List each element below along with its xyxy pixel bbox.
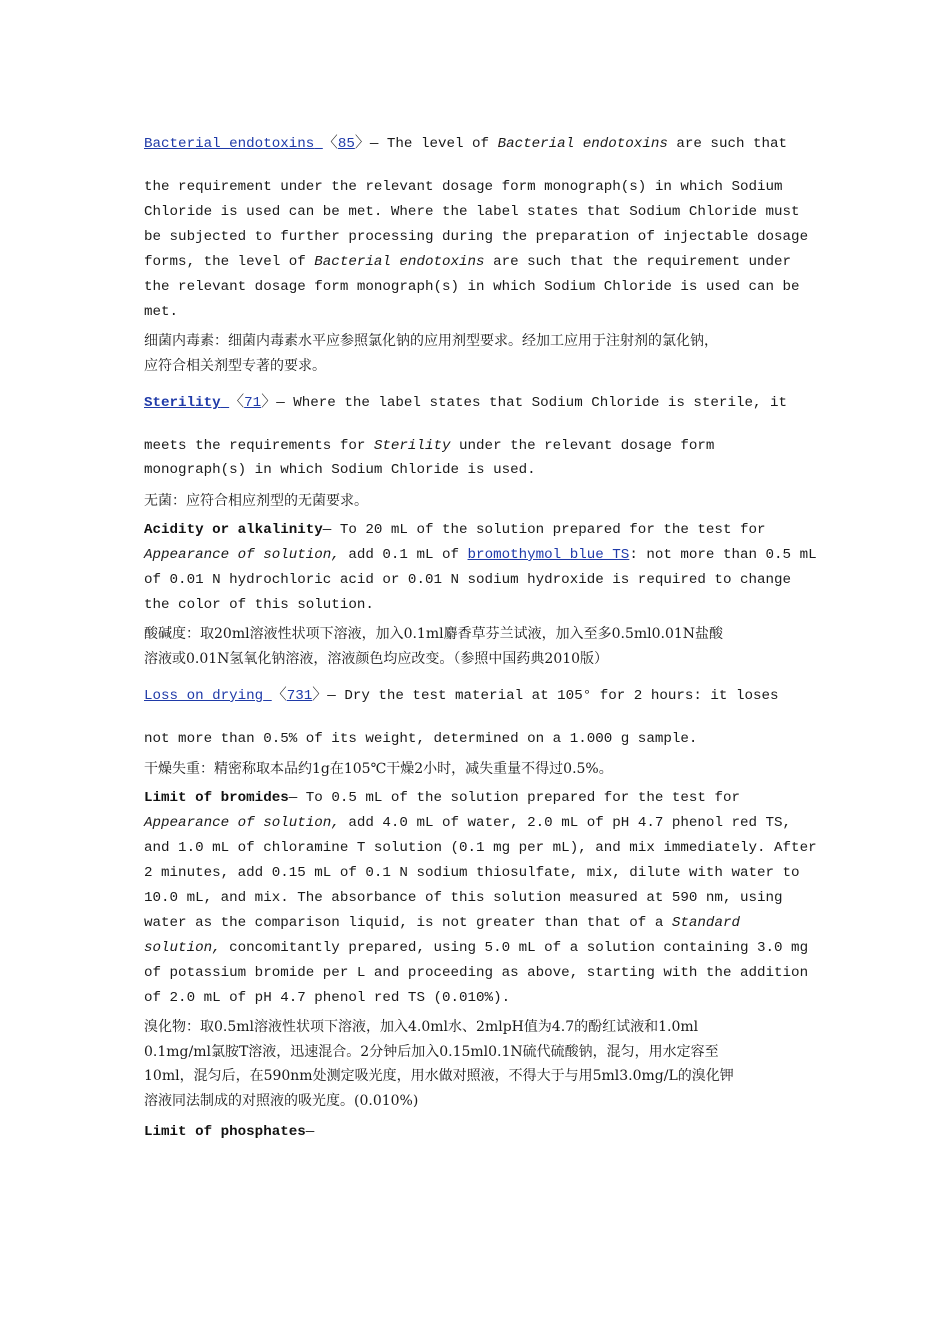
em-dash: — bbox=[322, 522, 332, 538]
phosphates-title: Limit of phosphates bbox=[144, 1124, 306, 1140]
bromides-heading-line bbox=[144, 786, 844, 811]
endotoxins-body bbox=[144, 175, 844, 325]
endotoxins-line-4 bbox=[144, 250, 844, 275]
close-bracket: 〉 bbox=[261, 392, 277, 410]
section-acidity bbox=[144, 518, 844, 618]
acidity-title: Acidity or alkalinity bbox=[144, 522, 323, 538]
endotoxins-zh-1: 细菌内毒素：细菌内毒素水平应参照氯化钠的应用剂型要求。经加工应用于注射剂的氯化钠， bbox=[144, 333, 718, 349]
sterility-title-link-space[interactable] bbox=[221, 395, 230, 411]
bromides-line-7: of potassium bromide per L and proceeding as above, starting with the addition bbox=[144, 965, 809, 981]
section-endotoxins bbox=[144, 130, 844, 155]
acidity-line-3: the color of this solution. bbox=[144, 597, 374, 613]
endotoxins-lead-em: Bacterial endotoxins bbox=[497, 136, 668, 152]
em-dash: — bbox=[327, 688, 336, 704]
em-dash: — bbox=[276, 395, 285, 411]
endotoxins-zh-2: 应符合相关剂型专著的要求。 bbox=[144, 357, 326, 374]
sterility-body bbox=[144, 434, 844, 482]
acidity-line-1 bbox=[144, 543, 844, 568]
bromides-line-1 bbox=[144, 811, 844, 836]
endotoxins-line-2: Chloride is used can be met. Where the label states that Sodium Chloride must bbox=[144, 204, 800, 220]
bromides-zh-3: 10ml，混匀后，在590nm处测定吸光度，用水做对照液，不得大于与用5ml3.0mg/L的溴化钾 bbox=[144, 1068, 734, 1084]
drying-body bbox=[144, 727, 844, 752]
bromothymol-blue-link[interactable]: bromothymol blue TS bbox=[467, 547, 630, 563]
sterility-line-1b: under the relevant dosage form bbox=[450, 438, 715, 454]
acidity-heading-line bbox=[144, 518, 844, 543]
bromides-chinese bbox=[144, 1015, 844, 1113]
acidity-zh-2: 溶液或0.01N氢氧化钠溶液，溶液颜色均应改变。（参照中国药典2010版） bbox=[144, 650, 609, 667]
endotoxins-line-5: the relevant dosage form monograph(s) in which Sodium Chloride is used can be bbox=[144, 279, 800, 295]
section-bromides bbox=[144, 786, 844, 1011]
open-bracket: 〈 bbox=[322, 133, 338, 151]
endotoxins-title-link[interactable]: Bacterial endotoxins bbox=[144, 136, 315, 152]
bromides-line-5 bbox=[144, 911, 844, 936]
acidity-line-2: of 0.01 N hydrochloric acid or 0.01 N sodium hydroxide is required to change bbox=[144, 572, 792, 588]
endotoxins-line-4a: forms, the level of bbox=[144, 254, 315, 270]
endotoxins-line-4-em: Bacterial endotoxins bbox=[314, 254, 485, 270]
open-bracket: 〈 bbox=[229, 392, 245, 410]
acidity-zh-1: 酸碱度：取20ml溶液性状项下溶液，加入0.1ml麝香草芬兰试液，加入至多0.5ml0.01N盐酸 bbox=[144, 626, 724, 642]
endotoxins-line-4b: are such that the requirement under bbox=[484, 254, 792, 270]
drying-lead: Dry the test material at 105° for 2 hours: it loses bbox=[335, 688, 779, 704]
sterility-lead: Where the label states that Sodium Chloride is sterile, it bbox=[284, 395, 788, 411]
sterility-line-1 bbox=[144, 434, 844, 458]
bromides-line-6-em: solution, bbox=[144, 940, 221, 956]
acidity-line-1b: : not more than 0.5 mL bbox=[629, 547, 817, 563]
drying-title-link-space[interactable] bbox=[263, 688, 272, 704]
acidity-line-1a: add 0.1 mL of bbox=[339, 547, 468, 563]
em-dash: — bbox=[369, 136, 379, 152]
section-sterility bbox=[144, 389, 844, 414]
bromides-line-6 bbox=[144, 936, 844, 961]
bromides-zh-1: 溴化物：取0.5ml溶液性状项下溶液，加入4.0ml水、2mlpH值为4.7的酚红试液和1.0ml bbox=[144, 1019, 699, 1035]
drying-heading-line bbox=[144, 682, 844, 707]
sterility-title-link[interactable]: Sterility bbox=[144, 395, 221, 411]
endotoxins-line-6: met. bbox=[144, 304, 179, 320]
sterility-line-1-em: Sterility bbox=[373, 438, 451, 454]
bromides-line-2: and 1.0 mL of chloramine T solution (0.1 mg per mL), and mix immediately. After bbox=[144, 840, 817, 856]
bromides-line-3: 2 minutes, add 0.15 mL of 0.1 N sodium thiosulfate, mix, dilute with water to bbox=[144, 865, 800, 881]
bromides-zh-4: 溶液同法制成的对照液的吸光度。(0.010%) bbox=[144, 1092, 419, 1109]
endotoxins-lead: The level of bbox=[378, 136, 498, 152]
em-dash: — bbox=[305, 1124, 315, 1140]
open-bracket: 〈 bbox=[271, 685, 287, 703]
bromides-line-5a: water as the comparison liquid, is not greater than that of a bbox=[144, 915, 672, 931]
sterility-line-1a: meets the requirements for bbox=[144, 438, 374, 454]
bromides-title: Limit of bromides bbox=[144, 790, 289, 806]
bromides-line-1a: add 4.0 mL of water, 2.0 mL of pH 4.7 phenol red TS, bbox=[339, 815, 792, 831]
endotoxins-ref-link[interactable]: 85 bbox=[337, 136, 355, 152]
acidity-lead: To 20 mL of the solution prepared for the test for bbox=[331, 522, 766, 538]
sterility-ref-link[interactable]: 71 bbox=[244, 395, 262, 411]
drying-chinese bbox=[144, 757, 844, 782]
drying-zh-1: 干燥失重：精密称取本品约1g在105℃干燥2小时，减失重量不得过0.5%。 bbox=[144, 761, 613, 777]
sterility-zh-1: 无菌：应符合相应剂型的无菌要求。 bbox=[144, 493, 368, 509]
endotoxins-chinese bbox=[144, 329, 844, 378]
acidity-chinese bbox=[144, 622, 844, 671]
bromides-line-4: 10.0 mL, and mix. The absorbance of this solution measured at 590 nm, using bbox=[144, 890, 783, 906]
close-bracket: 〉 bbox=[354, 133, 370, 151]
bromides-lead: To 0.5 mL of the solution prepared for the test for bbox=[297, 790, 740, 806]
bromides-zh-2: 0.1mg/ml氯胺T溶液，迅速混合。2分钟后加入0.15ml0.1N硫代硫酸钠，混匀，用水定容至 bbox=[144, 1043, 719, 1060]
endotoxins-lead-tail: are such that bbox=[667, 136, 788, 152]
acidity-line-1-em: Appearance of solution, bbox=[144, 547, 340, 563]
sterility-line-2: monograph(s) in which Sodium Chloride is used. bbox=[144, 462, 536, 478]
bromides-line-1-em: Appearance of solution, bbox=[144, 815, 340, 831]
sterility-chinese bbox=[144, 489, 844, 514]
drying-line-1: not more than 0.5% of its weight, determined on a 1.000 g sample. bbox=[144, 731, 698, 747]
bromides-line-5-em: Standard bbox=[671, 915, 740, 931]
em-dash: — bbox=[288, 790, 298, 806]
endotoxins-heading-line bbox=[144, 130, 844, 155]
drying-ref-link[interactable]: 731 bbox=[286, 688, 313, 704]
endotoxins-line-1: the requirement under the relevant dosage form monograph(s) in which Sodium bbox=[144, 179, 783, 195]
endotoxins-line-3: be subjected to further processing during the preparation of injectable dosage bbox=[144, 229, 809, 245]
section-drying bbox=[144, 682, 844, 707]
endotoxins-title-link-space[interactable] bbox=[314, 136, 323, 152]
drying-title-link[interactable]: Loss on drying bbox=[144, 688, 264, 704]
sterility-heading-line bbox=[144, 389, 844, 414]
phosphates-heading-line bbox=[144, 1120, 844, 1145]
section-phosphates bbox=[144, 1120, 844, 1145]
bromides-line-8: of 2.0 mL of pH 4.7 phenol red TS (0.010%). bbox=[144, 990, 511, 1006]
bromides-line-6a: concomitantly prepared, using 5.0 mL of a solution containing 3.0 mg bbox=[220, 940, 809, 956]
close-bracket: 〉 bbox=[312, 685, 328, 703]
